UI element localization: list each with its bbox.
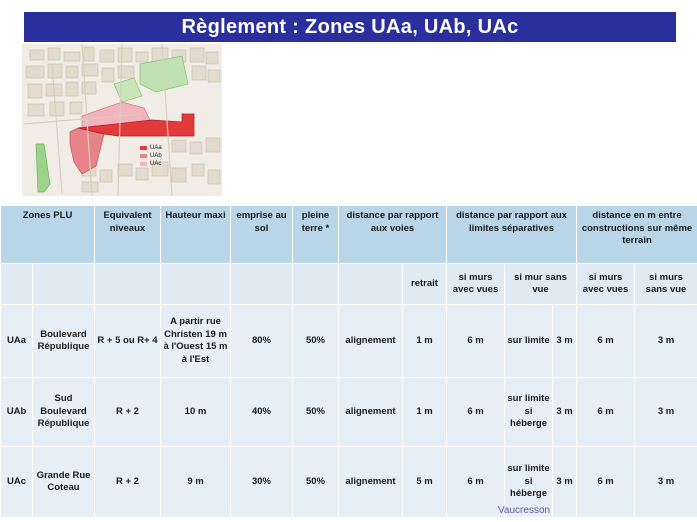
legend-item — [140, 144, 162, 152]
cell-hauteur: 9 m — [161, 447, 231, 518]
legend-label: UAa — [150, 145, 162, 151]
col-distance-voies: distance par rapport aux voies — [339, 206, 447, 264]
cell-zone: UAb — [1, 378, 33, 447]
sub-murs-avec-vues: si murs avec vues — [447, 264, 505, 305]
cell-zone: UAc — [1, 447, 33, 518]
col-distance-constructions: distance en m entre constructions sur même terrain — [577, 206, 697, 264]
cell-avec-vues: 6 m — [447, 305, 505, 378]
col-emprise: emprise au sol — [231, 206, 293, 264]
cell-voies: alignement — [339, 305, 403, 378]
cell-retrait: 5 m — [403, 447, 447, 518]
cell-pleine-terre: 50% — [293, 447, 339, 518]
col-pleine-terre: pleine terre * — [293, 206, 339, 264]
legend-swatch — [140, 146, 147, 150]
rules-table — [0, 205, 697, 518]
cell-sans-vue-cond: sur limite — [505, 305, 553, 378]
cell-constr-avec-vues: 6 m — [577, 447, 635, 518]
col-zones-plu: Zones PLU — [1, 206, 95, 264]
cell-avec-vues: 6 m — [447, 378, 505, 447]
table-row — [1, 447, 697, 518]
cell-sans-vue: 3 m — [553, 305, 577, 378]
cell-hauteur: 10 m — [161, 378, 231, 447]
legend-swatch — [140, 162, 147, 166]
map-legend — [140, 144, 162, 168]
cell-secteur: Sud Boulevard République — [33, 378, 95, 447]
legend-swatch — [140, 154, 147, 158]
cell-sans-vue: 3 m — [553, 378, 577, 447]
col-distance-limites: distance par rapport aux limites séparatives — [447, 206, 577, 264]
cell-sans-vue-cond: sur limite si héberge — [505, 378, 553, 447]
cell-retrait: 1 m — [403, 305, 447, 378]
cell-niveaux: R + 5 ou R+ 4 — [95, 305, 161, 378]
table-row — [1, 305, 697, 378]
cell-secteur: Boulevard République — [33, 305, 95, 378]
sub-constr-avec-vues: si murs avec vues — [577, 264, 635, 305]
cell-niveaux: R + 2 — [95, 378, 161, 447]
subheader-row — [1, 264, 697, 305]
page-title: Règlement : Zones UAa, UAb, UAc — [24, 12, 676, 42]
zoning-map — [22, 44, 222, 196]
cell-pleine-terre: 50% — [293, 378, 339, 447]
legend-label: UAc — [150, 161, 162, 167]
table-row — [1, 378, 697, 447]
cell-zone: UAa — [1, 305, 33, 378]
cell-niveaux: R + 2 — [95, 447, 161, 518]
legend-label: UAb — [150, 153, 162, 159]
legend-item — [140, 152, 162, 160]
cell-pleine-terre: 50% — [293, 305, 339, 378]
cell-constr-avec-vues: 6 m — [577, 378, 635, 447]
cell-avec-vues: 6 m — [447, 447, 505, 518]
cell-emprise: 30% — [231, 447, 293, 518]
cell-sans-vue-cond: sur limite si héberge — [505, 447, 553, 518]
sub-constr-sans-vue: si murs sans vue — [635, 264, 697, 305]
cell-voies: alignement — [339, 447, 403, 518]
cell-constr-sans-vue: 3 m — [635, 305, 697, 378]
cell-constr-avec-vues: 6 m — [577, 305, 635, 378]
cell-voies: alignement — [339, 378, 403, 447]
cell-secteur: Grande Rue Coteau — [33, 447, 95, 518]
cell-hauteur: A partir rue Christen 19 m à l'Ouest 15 m à l'Est — [161, 305, 231, 378]
cell-retrait: 1 m — [403, 378, 447, 447]
sub-retrait: retrait — [403, 264, 447, 305]
cell-emprise: 80% — [231, 305, 293, 378]
header-row — [1, 206, 697, 264]
cell-emprise: 40% — [231, 378, 293, 447]
cell-sans-vue: 3 m — [553, 447, 577, 518]
cell-constr-sans-vue: 3 m — [635, 447, 697, 518]
sub-mur-sans-vue: si mur sans vue — [505, 264, 577, 305]
col-hauteur: Hauteur maxi — [161, 206, 231, 264]
footer-brand: Vaucresson — [498, 505, 551, 516]
cell-constr-sans-vue: 3 m — [635, 378, 697, 447]
legend-item — [140, 160, 162, 168]
col-equivalent: Equivalent niveaux — [95, 206, 161, 264]
map-graphic — [22, 44, 222, 196]
